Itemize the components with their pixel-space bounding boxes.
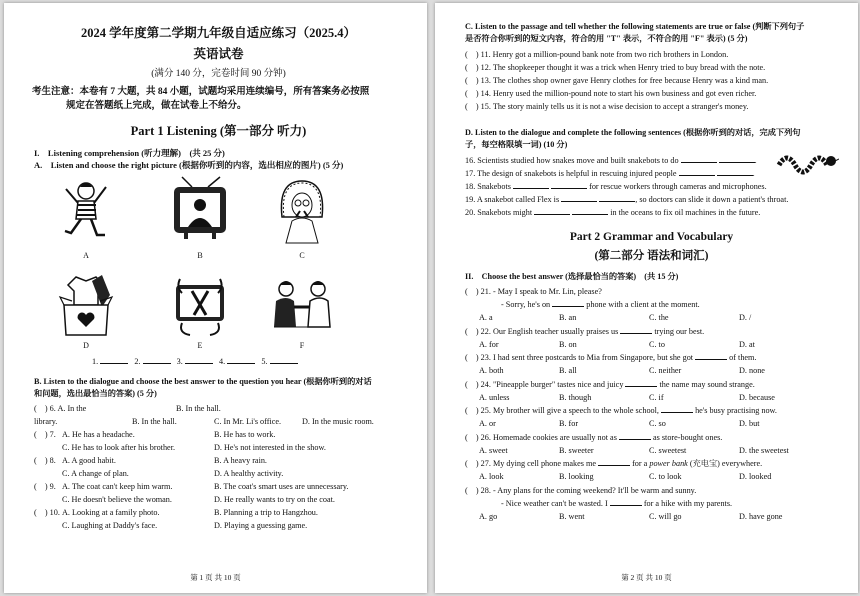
q17-end: . bbox=[752, 169, 755, 178]
q25-option-a[interactable]: A. or bbox=[479, 419, 496, 428]
q28-reply: - Nice weather can't be wasted. I bbox=[501, 498, 608, 508]
q27-italic-term: power bank bbox=[649, 459, 688, 468]
q26-stem-end: as store-bought ones. bbox=[652, 432, 723, 442]
exam-title: 2024 学年度第二学期九年级自适应练习（2025.4） bbox=[80, 26, 356, 40]
q16-blank-2[interactable] bbox=[719, 154, 755, 163]
q23-option-b[interactable]: B. all bbox=[559, 366, 577, 375]
q17-blank-2[interactable] bbox=[717, 167, 753, 176]
q6-option-a: A. In the library. bbox=[34, 404, 87, 426]
q18-blank-1[interactable] bbox=[513, 180, 549, 189]
q22-option-c[interactable]: C. to bbox=[649, 339, 665, 349]
q23-stem-text: ( ) 23. I had sent three postcards to Mia from Singapore, but she got bbox=[465, 353, 694, 362]
score-time: (满分 140 分，完卷时间 90 分钟) bbox=[151, 69, 286, 79]
q9-option-b[interactable]: B. The coat's smart uses are unnecessary. bbox=[214, 482, 349, 491]
picture-label-c: C bbox=[299, 251, 305, 260]
multiple-choice-list bbox=[465, 285, 838, 523]
q7-option-b[interactable]: B. He has to work. bbox=[214, 430, 276, 439]
picture-b-tv-news-icon bbox=[170, 175, 230, 245]
q22-stem bbox=[465, 325, 838, 338]
q26-option-b[interactable]: B. sweeter bbox=[559, 445, 594, 455]
picture-label-e: E bbox=[197, 341, 203, 350]
blank-label-4: 4. bbox=[218, 357, 226, 366]
q27-option-c[interactable]: C. to look bbox=[649, 472, 682, 481]
q24-options bbox=[465, 391, 838, 405]
picture-c-worried-woman-icon bbox=[272, 177, 332, 247]
q17-blank-1[interactable] bbox=[679, 167, 715, 176]
q21-stem-text: ( ) 21. - May I speak to Mr. Lin, please? bbox=[465, 287, 602, 296]
q27-stem-tail: (充电宝) everywhere. bbox=[689, 459, 763, 468]
q28-stem bbox=[465, 484, 838, 497]
q26-stem bbox=[465, 431, 838, 444]
q19-end: , so doctors can slide it down a patient's throat. bbox=[635, 195, 789, 204]
q27-option-b[interactable]: B. looking bbox=[559, 472, 594, 481]
q20-text: 20. Snakebots might bbox=[465, 208, 533, 217]
q24-stem-text: ( ) 24. "Pineapple burger" tastes nice and juicy bbox=[465, 379, 624, 389]
question-20 bbox=[465, 206, 838, 219]
q23-stem-end: of them. bbox=[729, 353, 757, 362]
q26-blank[interactable] bbox=[619, 431, 651, 440]
q23-options bbox=[465, 364, 838, 378]
section-C-heading bbox=[465, 21, 838, 45]
question-10-row-2 bbox=[34, 519, 403, 532]
q9-option-c[interactable]: C. He doesn't believe the woman. bbox=[62, 495, 172, 504]
q28-stem-line-2 bbox=[465, 497, 838, 510]
q9-option-d[interactable]: D. He really wants to try on the coat. bbox=[214, 495, 335, 504]
section-A-heading: A. Listen and choose the right picture (根据你听到的内容，选出相应的图片) (5 分) bbox=[34, 160, 344, 170]
q7-option-d[interactable]: D. He's not interested in the show. bbox=[214, 443, 326, 452]
q10-option-c[interactable]: C. Laughing at Daddy's face. bbox=[62, 521, 158, 530]
q20-end: in the oceans to fix oil machines in the future. bbox=[610, 208, 761, 217]
question-9-row-1 bbox=[34, 480, 403, 493]
q25-option-d[interactable]: D. but bbox=[739, 419, 760, 428]
q19-blank-1[interactable] bbox=[561, 193, 597, 202]
notice-line-1: 考生注意：本卷有 7 大题，共 84 小题，试题均采用连续编号，所有答案务必按照 bbox=[32, 87, 370, 97]
q23-option-d[interactable]: D. none bbox=[739, 366, 765, 375]
q6-option-b-text[interactable]: B. In the hall. bbox=[132, 417, 177, 426]
q28-blank[interactable] bbox=[610, 497, 642, 506]
q26-stem-text: ( ) 26. Homemade cookies are usually not as bbox=[465, 432, 617, 442]
q7-option-c[interactable]: C. He has to look after his brother. bbox=[62, 443, 176, 452]
picture-grid bbox=[34, 175, 403, 375]
picture-label-a: A bbox=[83, 251, 89, 260]
part2-title: Part 2 Grammar and Vocabulary bbox=[569, 231, 734, 243]
q21-blank[interactable] bbox=[552, 298, 584, 307]
q23-option-a[interactable]: A. both bbox=[479, 366, 504, 375]
q8-num: ( ) 8. bbox=[34, 456, 56, 465]
q27-stem-end: for a bbox=[632, 459, 648, 468]
q23-blank[interactable] bbox=[695, 351, 727, 360]
q23-stem bbox=[465, 351, 838, 364]
question-21 bbox=[465, 285, 838, 325]
q18-blank-2[interactable] bbox=[551, 180, 587, 189]
picture-f-fist-bump-icon bbox=[272, 271, 332, 341]
section-B-line-1: B. Listen to the dialogue and choose the best answer to the question you hear (根据你听到的对话 bbox=[34, 377, 372, 386]
blank-label-2: 2. bbox=[134, 357, 141, 366]
questions-7-10 bbox=[34, 428, 403, 532]
section-B-line-2: 和问题，选出最恰当的答案) (5 分) bbox=[34, 389, 157, 398]
blank-label-5: 5. bbox=[261, 357, 268, 366]
question-28 bbox=[465, 484, 838, 524]
q28-option-a[interactable]: A. go bbox=[479, 511, 498, 521]
q27-option-a[interactable]: A. look bbox=[479, 472, 504, 481]
q24-option-a[interactable]: A. unless bbox=[479, 392, 510, 402]
q22-stem-text: ( ) 22. Our English teacher usually praises us bbox=[465, 326, 619, 336]
q25-option-c[interactable]: C. so bbox=[649, 419, 666, 428]
section-C-line-1: C. Listen to the passage and tell whether the following statements are true or false (判断下列句子 bbox=[465, 22, 805, 31]
q22-blank[interactable] bbox=[620, 325, 652, 334]
notice-line-2: 规定在答题纸上完成，做在试卷上不给分。 bbox=[66, 101, 247, 111]
q24-option-b[interactable]: B. though bbox=[559, 392, 592, 402]
question-14[interactable]: ( ) 14. Henry used the million-pound note to start his own business and got even richer. bbox=[465, 89, 757, 98]
q25-option-b[interactable]: B. for bbox=[559, 419, 579, 428]
blank-label-1: 1. bbox=[92, 357, 99, 366]
exam-subtitle: 英语试卷 bbox=[193, 47, 244, 61]
question-11[interactable]: ( ) 11. Henry got a million-pound bank note from two rich brothers in London. bbox=[465, 50, 729, 59]
question-8-row-1 bbox=[34, 454, 403, 467]
q7-num: ( ) 7. bbox=[34, 430, 56, 439]
q6-num: ( ) 6. bbox=[34, 404, 56, 413]
q26-options bbox=[465, 444, 838, 458]
section-D-line-2: 子，每空格限填一词) (10 分) bbox=[465, 140, 568, 149]
q10-option-d[interactable]: D. Playing a guessing game. bbox=[214, 521, 308, 530]
part2-title-cn: (第二部分 语法和词汇) bbox=[594, 250, 709, 262]
q28-options bbox=[465, 510, 838, 524]
q22-option-d[interactable]: D. at bbox=[739, 339, 755, 349]
q25-stem-text: ( ) 25. My brother will give a speech to the whole school, bbox=[465, 406, 659, 415]
q18-text: 18. Snakebots bbox=[465, 182, 511, 191]
page-footer-2: 第 2 页 共 10 页 bbox=[621, 573, 672, 582]
question-22 bbox=[465, 325, 838, 352]
q8-option-a[interactable]: A. A good habit. bbox=[62, 456, 116, 465]
q9-option-a[interactable]: A. The coat can't keep him warm. bbox=[62, 482, 173, 491]
q8-option-d[interactable]: D. A healthy activity. bbox=[214, 469, 284, 478]
q27-stem-text: ( ) 27. My dying cell phone makes me bbox=[465, 459, 596, 468]
q16-text: 16. Scientists studied how snakes move and built snakebots to do bbox=[465, 156, 679, 165]
q28-option-c[interactable]: C. will go bbox=[649, 511, 682, 521]
q8-option-c[interactable]: C. A change of plan. bbox=[62, 469, 129, 478]
q25-blank[interactable] bbox=[661, 404, 693, 413]
exam-page-2 bbox=[435, 3, 858, 593]
question-10-row-1 bbox=[34, 506, 403, 519]
exam-notice bbox=[34, 85, 403, 113]
q24-option-d[interactable]: D. because bbox=[739, 392, 775, 402]
q25-options bbox=[465, 417, 838, 431]
question-15[interactable]: ( ) 15. The story mainly tells us it is not a wise decision to accept a stranger's money. bbox=[465, 102, 749, 111]
q24-blank[interactable] bbox=[625, 378, 657, 387]
q21-option-d[interactable]: D. / bbox=[739, 313, 752, 322]
picture-a-jumping-boy-icon bbox=[56, 177, 116, 247]
page-footer-1: 第 1 页 共 10 页 bbox=[190, 573, 241, 582]
question-12[interactable]: ( ) 12. The shopkeeper thought it was a trick when Henry tried to buy bread with the note. bbox=[465, 63, 766, 72]
q21-reply: - Sorry, he's on bbox=[501, 300, 551, 309]
question-7-row-1 bbox=[34, 428, 403, 441]
q6-option-d[interactable]: D. In the music room. bbox=[302, 417, 374, 426]
section-B-heading bbox=[34, 376, 403, 400]
q17-text: 17. The design of snakebots is helpful in rescuing injured people bbox=[465, 169, 677, 178]
q18-end: for rescue workers through cameras and microphones. bbox=[589, 182, 767, 191]
q23-option-c[interactable]: C. neither bbox=[649, 366, 682, 375]
part1-title: Part 1 Listening (第一部分 听力) bbox=[130, 124, 307, 138]
question-26 bbox=[465, 431, 838, 458]
q19-text: 19. A snakebot called Flex is bbox=[465, 195, 560, 204]
question-27 bbox=[465, 457, 838, 484]
q24-stem bbox=[465, 378, 838, 391]
q24-stem-end: the name may sound strange. bbox=[659, 379, 755, 389]
picture-d-donation-box-icon bbox=[56, 271, 116, 341]
q27-option-d[interactable]: D. looked bbox=[739, 472, 772, 481]
question-6-right bbox=[34, 415, 403, 428]
section-II-heading: II. Choose the best answer (选择最恰当的答案) (共 15 分) bbox=[465, 272, 679, 281]
blank-label-3: 3. bbox=[176, 357, 183, 366]
section-C-line-2: 是否符合你听到的短文内容，符合的用 "T" 表示，不符合的用 "F" 表示) (5 分) bbox=[465, 34, 748, 43]
question-24 bbox=[465, 378, 838, 405]
q27-options bbox=[465, 470, 838, 484]
q10-option-a[interactable]: A. Looking at a family photo. bbox=[62, 508, 160, 517]
question-8-row-2 bbox=[34, 467, 403, 480]
section-D-line-1: D. Listen to the dialogue and complete the following sentences (根据你听到的对话，完成下列句 bbox=[465, 128, 801, 137]
q21-reply-end: phone with a client at the moment. bbox=[586, 300, 700, 309]
question-13[interactable]: ( ) 13. The clothes shop owner gave Henry clothes for free because Henry was a kind man. bbox=[465, 76, 769, 85]
q6-option-c[interactable]: C. In Mr. Li's office. bbox=[214, 417, 282, 426]
q8-option-b[interactable]: B. A heavy rain. bbox=[214, 456, 267, 465]
q16-end: . bbox=[754, 156, 757, 165]
q21-option-b[interactable]: B. an bbox=[559, 313, 577, 322]
q26-option-c[interactable]: C. sweetest bbox=[649, 445, 687, 455]
q21-stem-line-2 bbox=[465, 298, 838, 311]
q21-option-a[interactable]: A. a bbox=[479, 313, 493, 322]
q27-stem bbox=[465, 457, 838, 470]
q22-option-a[interactable]: A. for bbox=[479, 339, 499, 349]
q10-num: ( ) 10. bbox=[34, 508, 60, 517]
q16-blank-1[interactable] bbox=[681, 154, 717, 163]
q28-stem-text: ( ) 28. - Any plans for the coming weekend? It'll be warm and sunny. bbox=[465, 485, 697, 495]
question-19 bbox=[465, 193, 838, 206]
picture-label-d: D bbox=[83, 341, 89, 350]
q21-options bbox=[465, 311, 838, 325]
true-false-list bbox=[465, 48, 838, 113]
question-25 bbox=[465, 404, 838, 431]
q28-option-b[interactable]: B. went bbox=[559, 511, 585, 521]
q9-num: ( ) 9. bbox=[34, 482, 56, 491]
question-23 bbox=[465, 351, 838, 378]
snake-robot-icon bbox=[775, 143, 839, 187]
exam-page-1 bbox=[4, 3, 427, 593]
q25-stem-end: he's busy practising now. bbox=[695, 406, 777, 415]
q28-option-d[interactable]: D. have gone bbox=[739, 511, 783, 521]
question-7-row-2 bbox=[34, 441, 403, 454]
section-I-heading: I. Listening comprehension (听力理解) (共 25 分) bbox=[34, 148, 225, 158]
q26-option-a[interactable]: A. sweet bbox=[479, 445, 508, 455]
q20-blank-1[interactable] bbox=[534, 206, 570, 215]
q22-stem-end: trying our best. bbox=[654, 326, 705, 336]
q28-reply-end: for a hike with my parents. bbox=[643, 498, 733, 508]
q6-option-b[interactable]: B. In the hall. bbox=[176, 404, 221, 413]
q10-option-b[interactable]: B. Planning a trip to Hangzhou. bbox=[214, 508, 318, 517]
q19-blank-2[interactable] bbox=[599, 193, 635, 202]
q21-option-c[interactable]: C. the bbox=[649, 313, 669, 322]
q27-blank[interactable] bbox=[598, 457, 630, 466]
picture-label-f: F bbox=[299, 341, 305, 350]
q24-option-c[interactable]: C. if bbox=[649, 392, 664, 402]
picture-e-food-app-phone-icon bbox=[170, 271, 230, 341]
q22-option-b[interactable]: B. on bbox=[559, 339, 577, 349]
q25-stem bbox=[465, 404, 838, 417]
q20-blank-2[interactable] bbox=[572, 206, 608, 215]
picture-label-b: B bbox=[197, 251, 203, 260]
q26-option-d[interactable]: D. the sweetest bbox=[739, 445, 789, 455]
question-9-row-2 bbox=[34, 493, 403, 506]
q21-stem bbox=[465, 285, 838, 298]
q22-options bbox=[465, 338, 838, 352]
q7-option-a[interactable]: A. He has a headache. bbox=[62, 430, 135, 439]
